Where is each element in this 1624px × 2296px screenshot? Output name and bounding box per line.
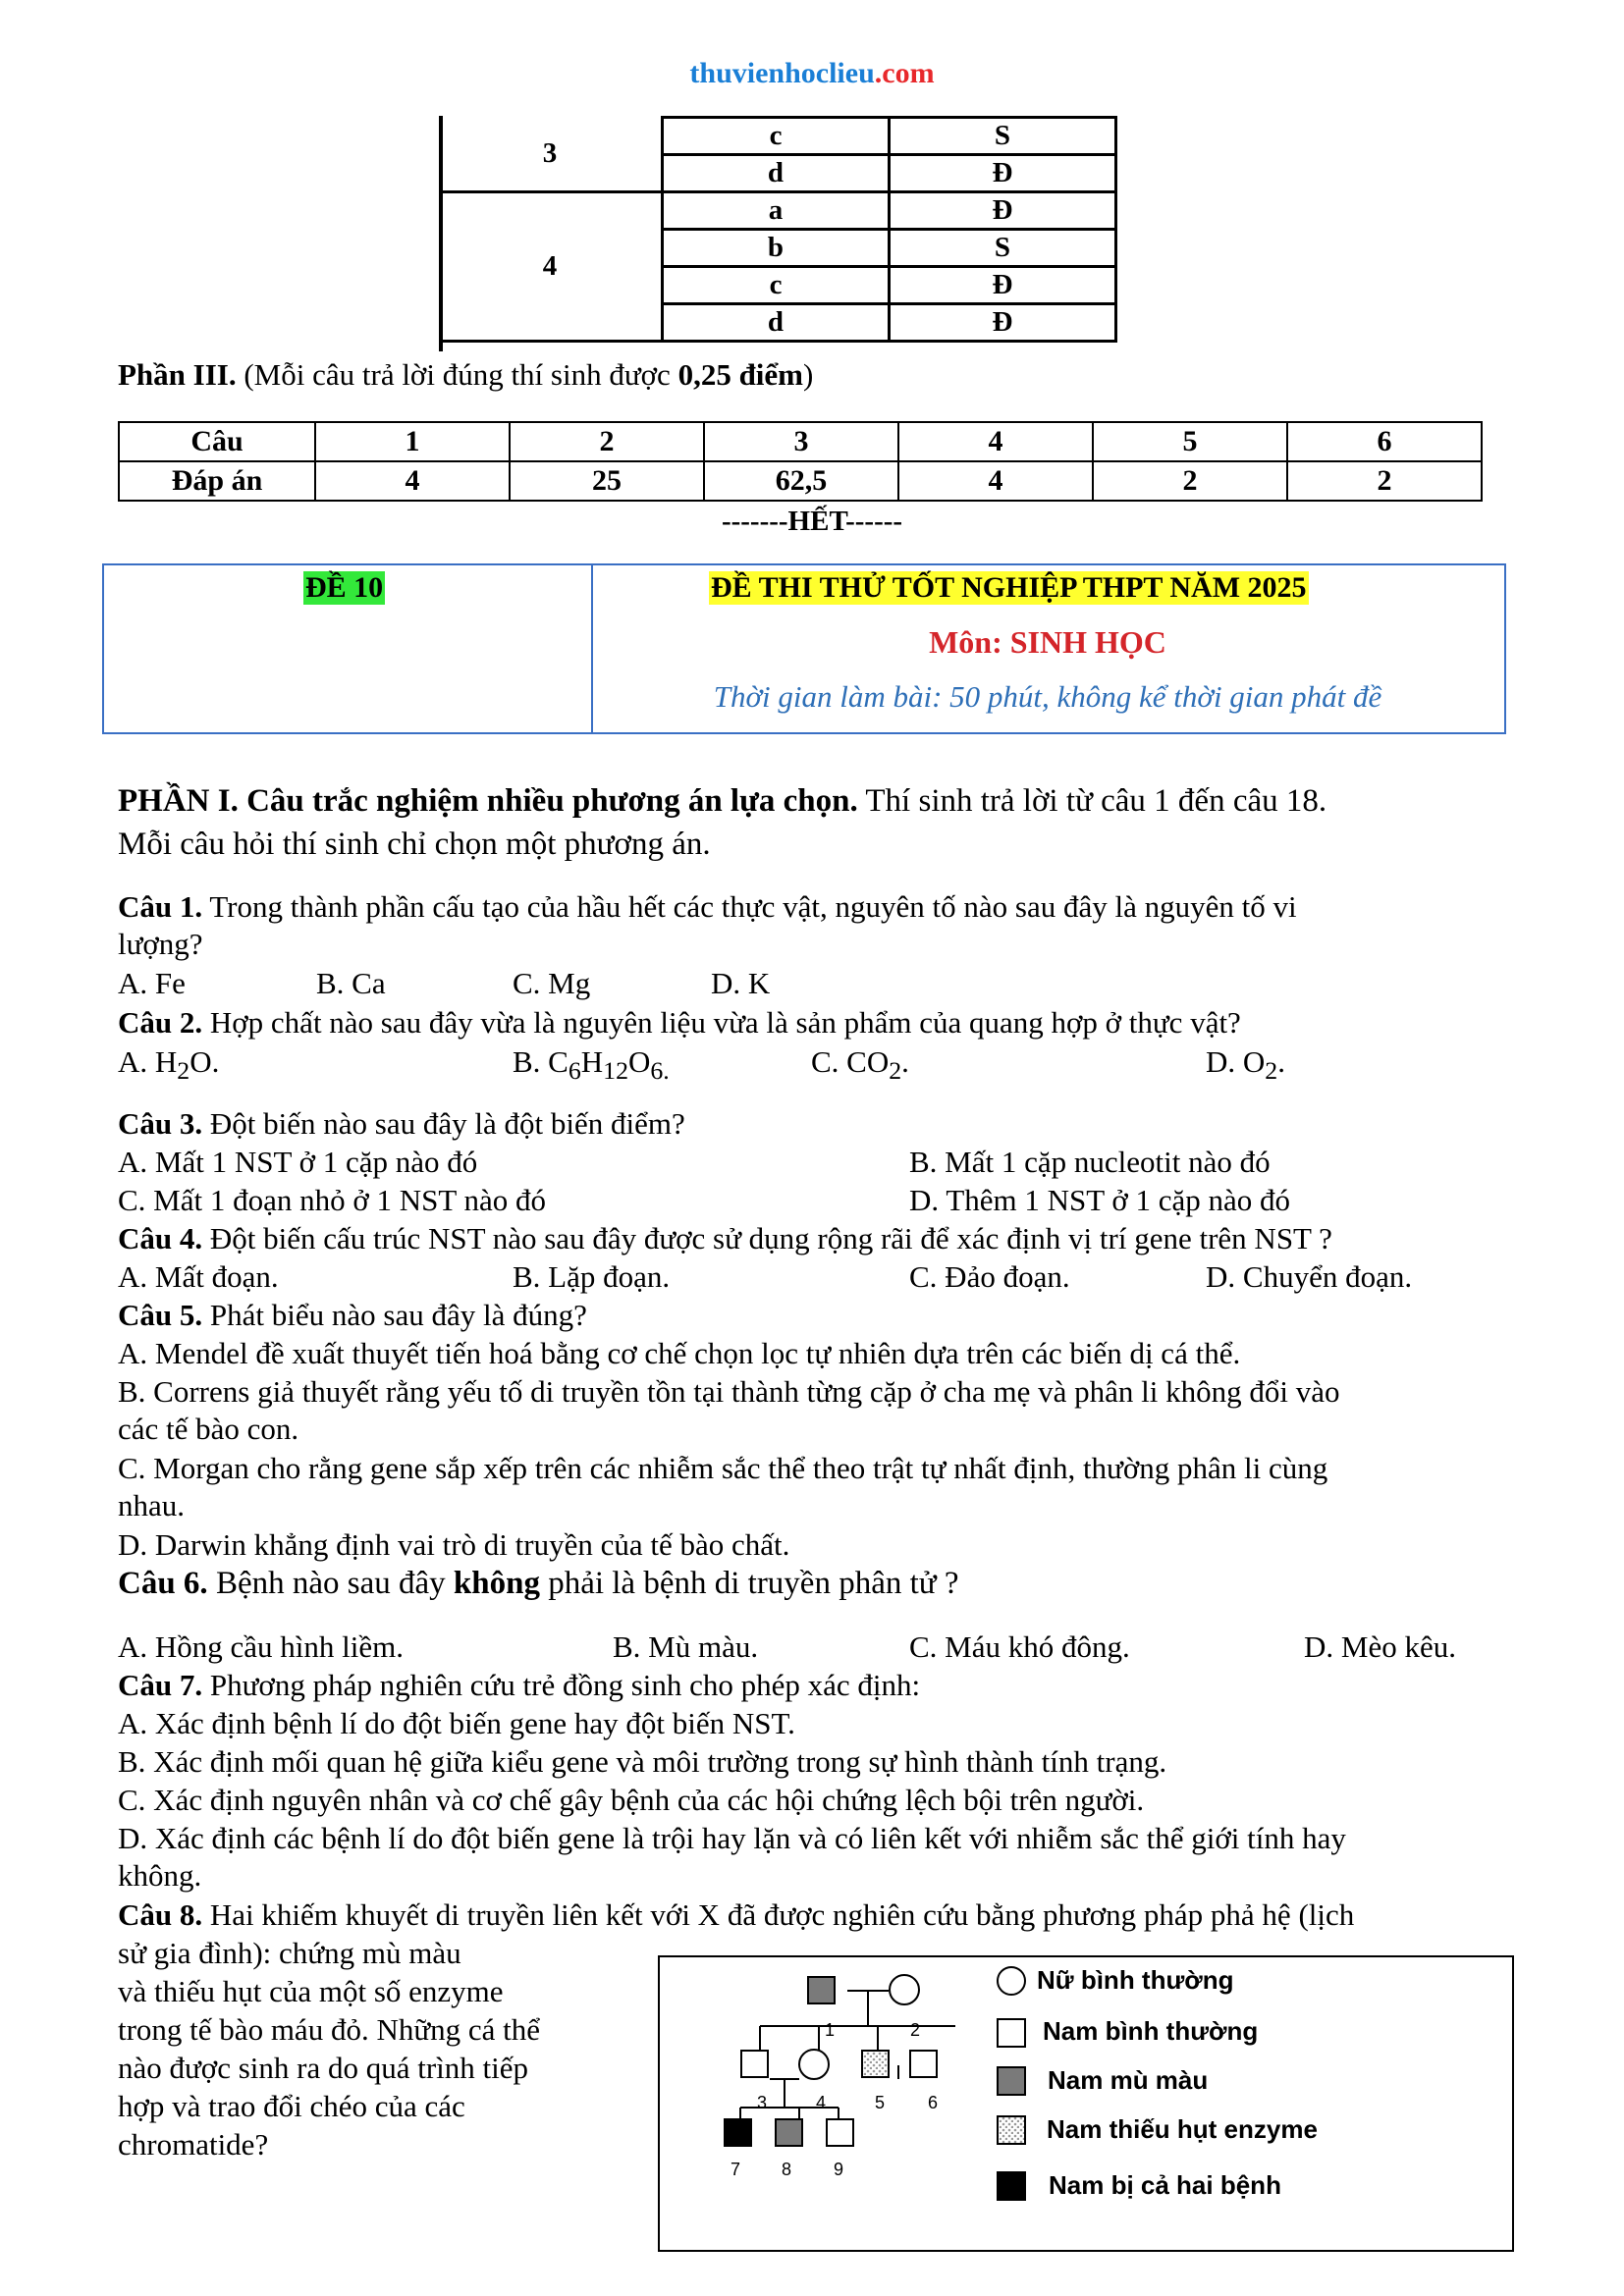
part2-answer-table: 3 c S d Đ 4 a Đ b S c Đ d Đ (439, 116, 1117, 343)
q4-option-c: C. Đảo đoạn. (909, 1259, 1070, 1294)
q4-option-b: B. Lặp đoạn. (513, 1259, 671, 1294)
q6-option-b: B. Mù màu. (613, 1629, 759, 1664)
q1-option-b: B. Ca (316, 966, 386, 1000)
q1-option-a: A. Fe (118, 966, 186, 1000)
part1-heading: PHẦN I. Câu trắc nghiệm nhiều phương án lựa chọn. Thí sinh trả lời từ câu 1 đến câu 18. Mỗi câu hỏi thí sinh chỉ chọn một phương án. (118, 783, 1327, 862)
legend-symbol-both (998, 2172, 1025, 2200)
q2-option-a: A. $H_2O$. (118, 1044, 220, 1086)
exam-time: Thời gian làm bài: 50 phút, không kể thời gian phát đề (713, 679, 1382, 714)
label-9: 9 (834, 2160, 844, 2179)
individual-3 (741, 2051, 768, 2077)
question-3: Câu 3. Đột biến nào sau đây là đột biến điểm? (118, 1106, 685, 1141)
q4-option-a: A. Mất đoạn. (118, 1259, 279, 1294)
question-8: Câu 8. Hai khiếm khuyết di truyền liên kết với X đã được nghiên cứu bằng phương pháp phả hệ (lịch (118, 1897, 1355, 1932)
pedigree-diagram (658, 1955, 1514, 2252)
q7-option-b: B. Xác định mối quan hệ giữa kiểu gene và môi trường trong sự hình thành tính trạng. (118, 1744, 1167, 1779)
individual-4 (799, 2050, 829, 2079)
q2-option-b: B. $C_6H_{12}O_{6.}$ (513, 1044, 670, 1086)
legend-symbol-enzyme (998, 2116, 1025, 2144)
question-1: Câu 1. Trong thành phần cấu tạo của hầu hết các thực vật, nguyên tố nào sau đây là nguyên tố vi lượng? (118, 889, 1297, 961)
q6-option-d: D. Mèo kêu. (1304, 1629, 1456, 1664)
legend-symbol-colorblind (998, 2067, 1025, 2095)
q1-option-c: C. Mg (513, 966, 591, 1000)
legend-both: Nam bị cả hai bệnh (1049, 2170, 1281, 2200)
legend-colorblind: Nam mù màu (1048, 2065, 1209, 2095)
legend-male-normal: Nam bình thường (1043, 2016, 1259, 2046)
q6-option-c: C. Máu khó đông. (909, 1629, 1130, 1664)
exam-subject: Môn: SINH HỌC (929, 624, 1166, 660)
part3-heading: Phần III. (Mỗi câu trả lời đúng thí sinh được 0,25 điểm) (118, 357, 814, 392)
q3-option-d: D. Thêm 1 NST ở 1 cặp nào đó (909, 1183, 1291, 1217)
q5-option-c: C. Morgan cho rằng gene sắp xếp trên các nhiễm sắc thể theo trật tự nhất định, thường phân li cùng nhau. (118, 1451, 1328, 1522)
legend-symbol-female-normal (998, 1967, 1025, 1995)
q6-option-a: A. Hồng cầu hình liềm. (118, 1629, 405, 1664)
pedigree-svg (660, 1957, 1512, 2250)
q5-option-a: A. Mendel đề xuất thuyết tiến hoá bằng cơ chế chọn lọc tự nhiên dựa trên các biến dị cá thể. (118, 1336, 1241, 1370)
label-2: 2 (910, 2020, 921, 2040)
individual-7 (725, 2119, 751, 2146)
q3-option-c: C. Mất 1 đoạn nhỏ ở 1 NST nào đó (118, 1183, 547, 1217)
individual-6 (910, 2051, 937, 2077)
site-watermark: thuvienhoclieu.com (689, 57, 935, 89)
q2-option-c: C. $CO_2$. (811, 1044, 909, 1086)
label-5: 5 (875, 2093, 886, 2112)
label-1: 1 (825, 2020, 836, 2040)
q1-option-d: D. K (711, 966, 771, 1000)
q7-option-a: A. Xác định bệnh lí do đột biến gene hay đột biến NST. (118, 1706, 795, 1740)
q3-option-b: B. Mất 1 cặp nucleotit nào đó (909, 1145, 1271, 1179)
label-4: 4 (816, 2093, 827, 2112)
label-8: 8 (782, 2160, 792, 2179)
end-mark: -------HẾT------ (721, 506, 903, 537)
legend-symbol-male-normal (998, 2019, 1025, 2047)
individual-2 (890, 1975, 919, 2004)
individual-5 (862, 2051, 889, 2077)
label-7: 7 (731, 2160, 741, 2179)
q4-option-d: D. Chuyển đoạn. (1206, 1259, 1413, 1294)
exam-code: ĐỀ 10 (305, 571, 384, 604)
q5-option-b: B. Correns giả thuyết rằng yếu tố di truyền tồn tại thành từng cặp ở cha mẹ và phân li không đổi vào các tế bào con. (118, 1374, 1340, 1446)
q2-option-d: D. $O_2$. (1206, 1044, 1285, 1086)
individual-8 (776, 2119, 802, 2146)
exam-title: ĐỀ THI THỬ TỐT NGHIỆP THPT NĂM 2025 (711, 571, 1307, 604)
label-6: 6 (928, 2093, 939, 2112)
question-4: Câu 4. Đột biến cấu trúc NST nào sau đây được sử dụng rộng rãi để xác định vị trí gene trên NST ? (118, 1221, 1332, 1255)
individual-9 (827, 2119, 853, 2146)
question-6: Câu 6. Bệnh nào sau đây không phải là bệnh di truyền phân tử ? (118, 1566, 959, 1601)
part3-answer-table: Câu 1 2 3 4 5 6 Đáp án 4 25 62,5 4 2 2 (118, 421, 1483, 502)
cau-3-cell: 3 (439, 118, 663, 192)
q3-option-a: A. Mất 1 NST ở 1 cặp nào đó (118, 1145, 478, 1179)
individual-1 (808, 1977, 835, 2003)
label-3: 3 (757, 2093, 768, 2112)
legend-female-normal: Nữ bình thường (1037, 1965, 1234, 1995)
question-5: Câu 5. Phát biểu nào sau đây là đúng? (118, 1298, 587, 1332)
question-2: Câu 2. Hợp chất nào sau đây vừa là nguyên liệu vừa là sản phẩm của quang hợp ở thực vật? (118, 1005, 1241, 1040)
cau-4-cell: 4 (439, 192, 663, 342)
exam-header-box (102, 563, 1506, 734)
q7-option-d: D. Xác định các bệnh lí do đột biến gene là trội hay lặn và có liên kết với nhiễm sắc thể giới tính hay không. (118, 1821, 1346, 1893)
question-7: Câu 7. Phương pháp nghiên cứu trẻ đồng sinh cho phép xác định: (118, 1668, 921, 1702)
q7-option-c: C. Xác định nguyên nhân và cơ chế gây bệnh của các hội chứng lệch bội trên người. (118, 1783, 1145, 1817)
q5-option-d: D. Darwin khẳng định vai trò di truyền của tế bào chất. (118, 1527, 790, 1562)
legend-enzyme: Nam thiếu hụt enzyme (1047, 2114, 1318, 2144)
